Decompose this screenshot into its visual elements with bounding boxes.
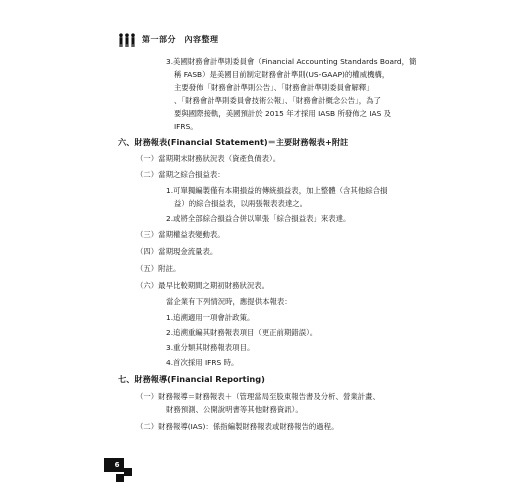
note3-line-4: 、「財務會計準則委員會技術公報」、「財務會計概念公告」，為了 [174, 96, 381, 105]
section6-item1: （一）當期期末財務狀況表（資產負債表）。 [136, 154, 281, 163]
section6-heading: 六、財務報表(Financial Statement)＝主要財務報表+附註 [118, 137, 349, 147]
note3-line-5: 要與國際接軌，美國預計於 2015 年才採用 IASB 所發佈之 IAS 及 [174, 109, 392, 118]
note3-line-6: IFRS。 [174, 122, 198, 131]
section6-item4: （四）當期現金流量表。 [136, 247, 218, 256]
section6-item6-intro: 當企業有下列情況時，應提供本報表： [166, 297, 292, 306]
section6-item6: （六）最早比較期間之期初財務狀況表。 [136, 281, 270, 290]
section6-item5: （五）附註。 [136, 264, 181, 273]
page-number: 6 [114, 461, 120, 469]
section6-item6-case-1: 1.追溯適用一項會計政策。 [166, 313, 255, 322]
section7-item1-line2: 財務預測、公開說明書等其他財務資訊）。 [166, 405, 303, 414]
section6-item3: （三）當期權益表變動表。 [136, 230, 225, 239]
section6-item6-case-2: 2.追溯重編其財務報表項目（更正前期錯誤）。 [166, 328, 318, 337]
page-corner-decoration [104, 458, 144, 482]
section7-item1-line1: （一）財務報導＝財務報表＋（管理當局至股東報告書及分析、營業計畫、 [136, 392, 380, 401]
section6-item6-case-3: 3.重分類其財務報表項目。 [166, 343, 255, 352]
section6-item2-sub1-line1: 1.可單獨編製僅有本期損益的傳統損益表，加上整體（含其他綜合損 [166, 186, 388, 195]
note3-line-2: 稱 FASB）是美國目前制定財務會計準則(US-GAAP)的權威機構， [174, 70, 390, 79]
page-header [118, 32, 219, 46]
section7-item2: （二）財務報導(IAS)：係指編製財務報表或財務報告的過程。 [136, 422, 339, 431]
people-icon [118, 32, 136, 46]
note3-line-1: 3.美國財務會計準則委員會（Financial Accounting Standards Board，簡 [166, 57, 417, 66]
section6-item2-sub1-line2: 益）的綜合損益表，以兩張報表表達之。 [174, 199, 308, 208]
section6-item2: （二）當期之綜合損益表： [136, 170, 225, 179]
section-title: 第一部分 內容整理 [142, 34, 219, 44]
note3-line-3: 主要發佈「財務會計準則公告」、「財務會計準則委員會解釋」 [174, 83, 374, 92]
section6-item6-case-4: 4.首次採用 IFRS 時。 [166, 358, 239, 367]
section7-heading: 七、財務報導(Financial Reporting) [118, 374, 265, 384]
section6-item2-sub2: 2.或將全部綜合損益合併以單張「綜合損益表」來表達。 [166, 214, 351, 223]
